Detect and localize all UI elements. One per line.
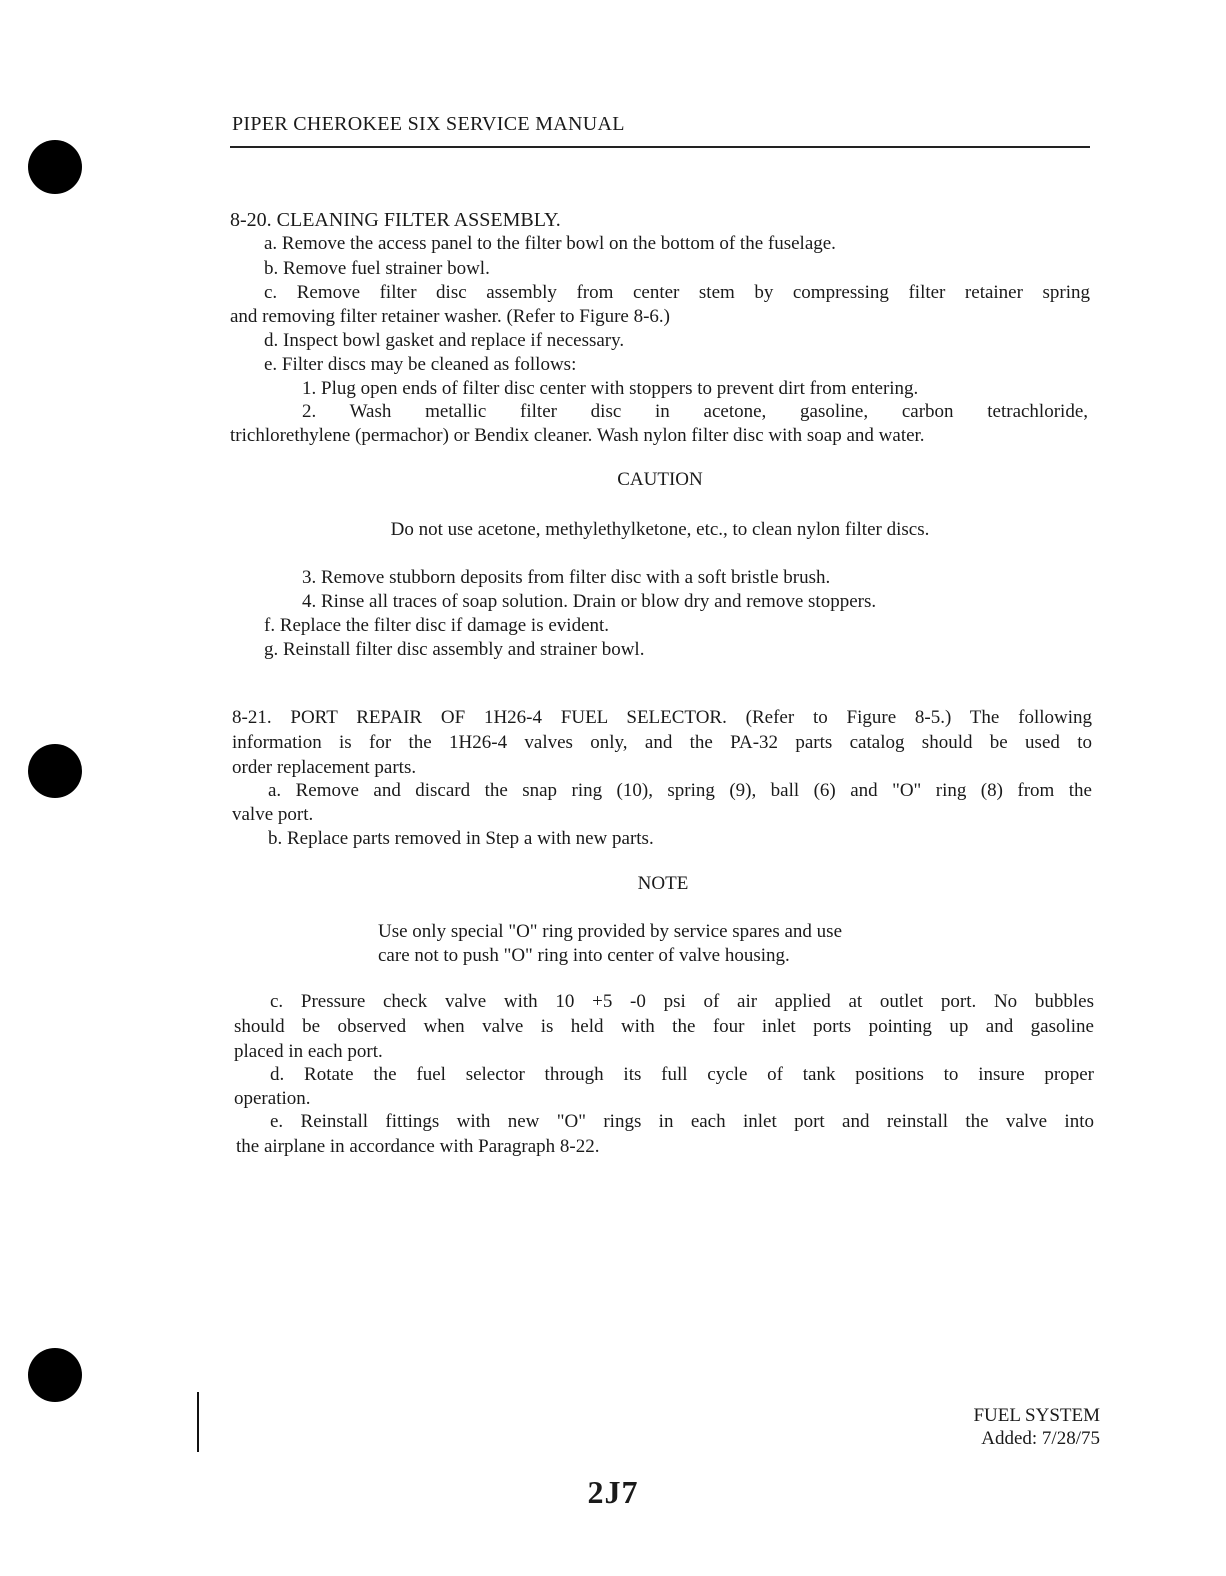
page-header-title: PIPER CHEROKEE SIX SERVICE MANUAL	[232, 113, 625, 135]
punch-hole-middle	[28, 744, 82, 798]
punch-hole-bottom	[28, 1348, 82, 1402]
step-f: f. Replace the filter disc if damage is evident.	[264, 615, 610, 636]
step-c-line-1: c. Remove filter disc assembly from center stem by compressing filter retainer spring	[264, 282, 1090, 303]
note-title: NOTE	[637, 873, 689, 894]
caution-text: Do not use acetone, methylethylketone, etc., to clean nylon filter discs.	[390, 519, 930, 540]
step-c-line-1: c. Pressure check valve with 10 +5 -0 psi of air applied at outlet port. No bubbles	[270, 991, 1094, 1012]
step-e-line-1: e. Reinstall fittings with new "O" rings in each inlet port and reinstall the valve into	[270, 1111, 1094, 1132]
footer-margin-bar	[197, 1392, 199, 1452]
step-a-line-1: a. Remove and discard the snap ring (10), spring (9), ball (6) and "O" ring (8) from the	[268, 780, 1092, 801]
section-heading-line-1: 8-21. PORT REPAIR OF 1H26-4 FUEL SELECTOR. (Refer to Figure 8-5.) The following	[232, 707, 1092, 728]
step-e-4: 4. Rinse all traces of soap solution. Drain or blow dry and remove stoppers.	[302, 591, 877, 612]
step-e: e. Filter discs may be cleaned as follows:	[264, 354, 577, 375]
caution-title: CAUTION	[617, 469, 703, 490]
step-c-line-2: should be observed when valve is held with the four inlet ports pointing up and gasoline	[234, 1016, 1094, 1037]
footer-section-name: FUEL SYSTEM	[973, 1405, 1100, 1426]
header-rule	[230, 146, 1090, 148]
step-a: a. Remove the access panel to the filter bowl on the bottom of the fuselage.	[264, 233, 836, 254]
step-g: g. Reinstall filter disc assembly and strainer bowl.	[264, 639, 645, 660]
step-d-line-1: d. Rotate the fuel selector through its full cycle of tank positions to insure proper	[270, 1064, 1094, 1085]
section-intro-line-2: information is for the 1H26-4 valves only, and the PA-32 parts catalog should be used to	[232, 732, 1092, 753]
step-e-3: 3. Remove stubborn deposits from filter disc with a soft bristle brush.	[302, 567, 831, 588]
note-text-line-2: care not to push "O" ring into center of valve housing.	[378, 945, 790, 966]
step-e-2-line-1: 2. Wash metallic filter disc in acetone, gasoline, carbon tetrachloride,	[302, 401, 1088, 422]
note-text-line-1: Use only special "O" ring provided by service spares and use	[378, 921, 842, 942]
step-e-2-line-2: trichlorethylene (permachor) or Bendix cleaner. Wash nylon filter disc with soap and water.	[230, 425, 925, 446]
step-c-line-3: placed in each port.	[234, 1041, 383, 1062]
punch-hole-top	[28, 140, 82, 194]
page-number: 2J7	[587, 1474, 639, 1510]
footer-date: Added: 7/28/75	[981, 1428, 1100, 1449]
step-e-1: 1. Plug open ends of filter disc center with stoppers to prevent dirt from entering.	[302, 378, 919, 399]
step-b: b. Remove fuel strainer bowl.	[264, 258, 490, 279]
step-c-line-2: and removing filter retainer washer. (Refer to Figure 8-6.)	[230, 306, 671, 327]
step-e-line-2: the airplane in accordance with Paragraph 8-22.	[236, 1136, 600, 1157]
step-a-line-2: valve port.	[232, 804, 314, 825]
section-heading: 8-20. CLEANING FILTER ASSEMBLY.	[230, 209, 561, 231]
step-b: b. Replace parts removed in Step a with new parts.	[268, 828, 654, 849]
step-d: d. Inspect bowl gasket and replace if necessary.	[264, 330, 625, 351]
step-d-line-2: operation.	[234, 1088, 311, 1109]
section-intro-line-3: order replacement parts.	[232, 757, 417, 778]
